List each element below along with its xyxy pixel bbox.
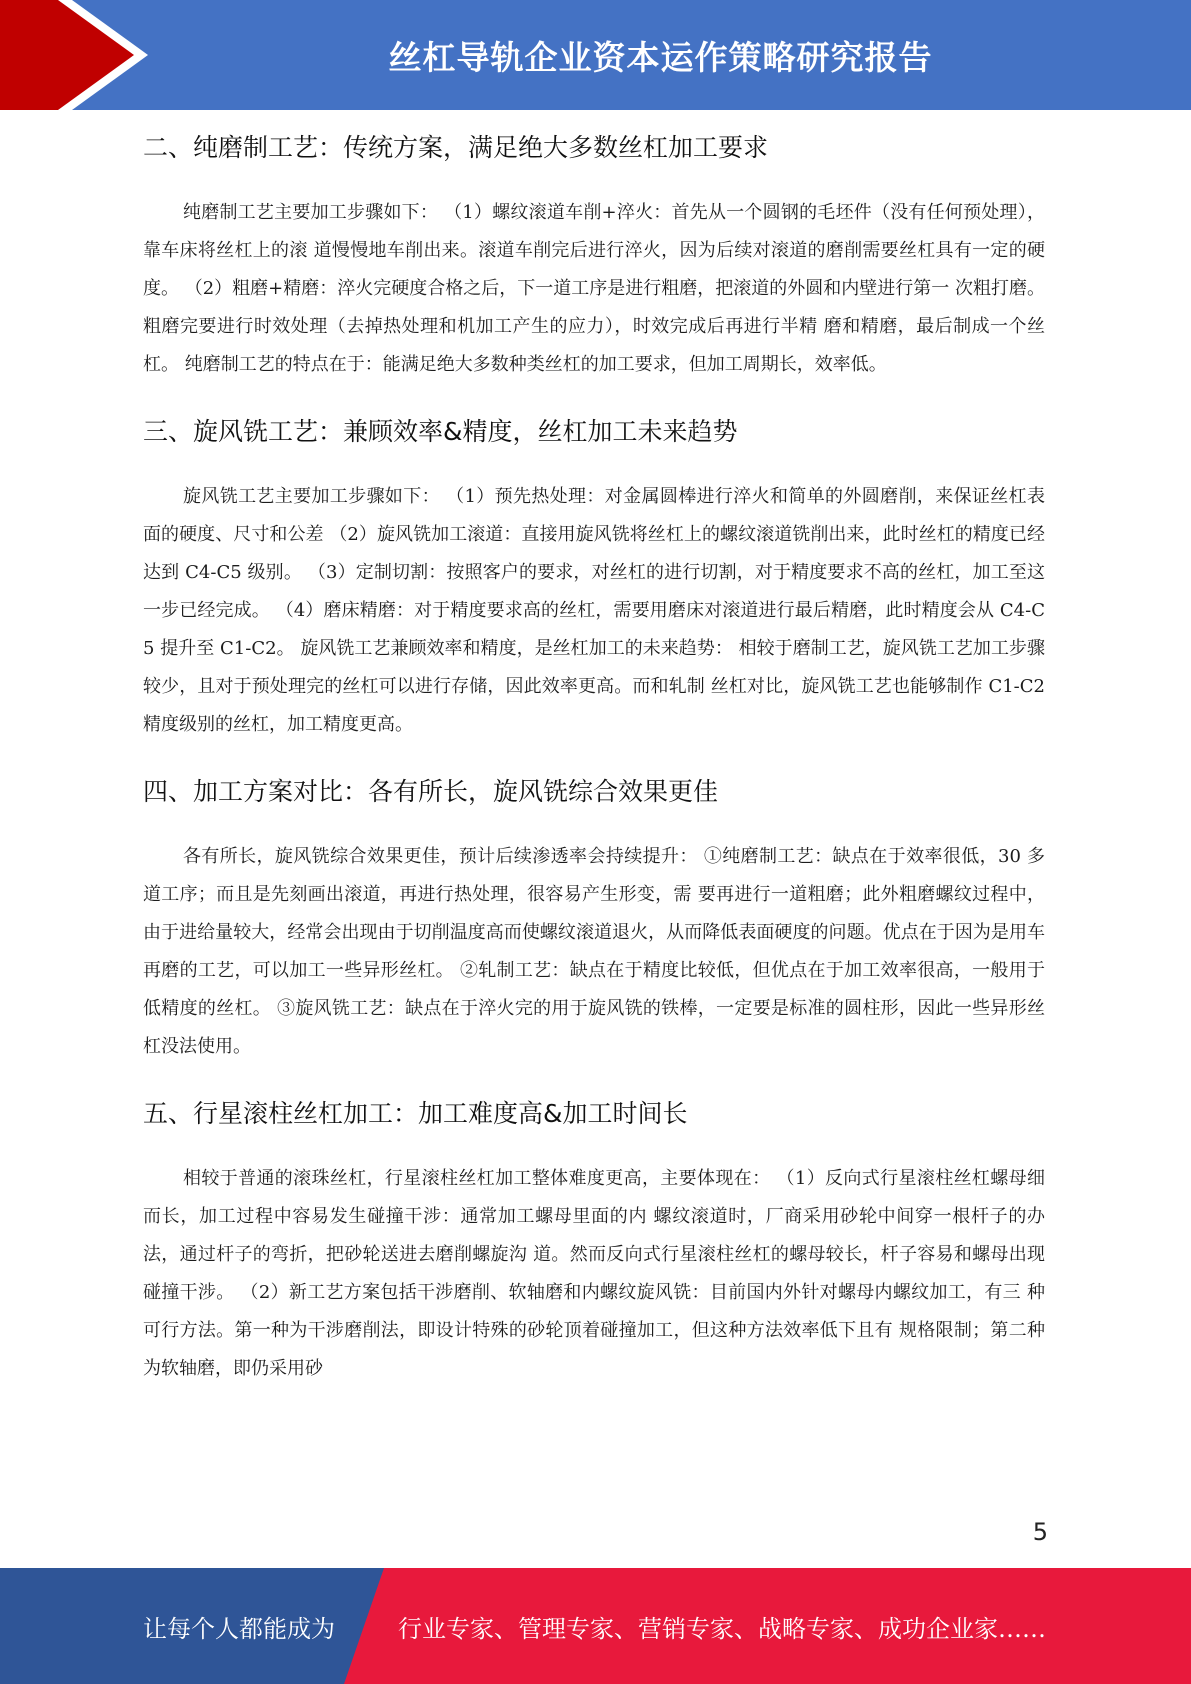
section-heading: 四、加工方案对比：各有所长，旋风铣综合效果更佳 <box>143 777 719 806</box>
section-paragraph: 相较于普通的滚珠丝杠，行星滚柱丝杠加工整体难度更高，主要体现在： （1）反向式行星滚柱丝杠螺母细而长，加工过程中容易发生碰撞干涉：通常加工螺母里面的内 螺纹滚道时，厂商采用砂轮中间穿一根杆子的办法，通过杆子的弯折，把砂轮送进去磨削螺旋沟 道。然而反向式行星滚柱丝杠的螺母较长，杆子容易和螺母出现碰撞干涉。 （2）新工艺方案包括干涉磨削、软轴磨和内螺纹旋风铣：目前国内外针对螺母内螺纹加工，有三 种可行方法。第一种为干涉磨削法，即设计特殊的砂轮顶着碰撞加工，但这种方法效率低下且有 规格限制；第二种为软轴磨，即仍采用砂 <box>143 1168 1045 1379</box>
page-number: 5 <box>1032 1518 1048 1546</box>
section-heading: 二、纯磨制工艺：传统方案，满足绝大多数丝杠加工要求 <box>143 133 769 162</box>
section-paragraph: 旋风铣工艺主要加工步骤如下： （1）预先热处理：对金属圆棒进行淬火和简单的外圆磨削，来保证丝杠表面的硬度、尺寸和公差 （2）旋风铣加工滚道：直接用旋风铣将丝杠上的螺纹滚道铣削出来，此时丝杠的精度已经达到 C4-C5 级别。 （3）定制切割：按照客户的要求，对丝杠的进行切割，对于精度要求不高的丝杠，加工至这一步已经完成。 （4）磨床精磨：对于精度要求高的丝杠，需要用磨床对滚道进行最后精磨，此时精度会从 C4-C5 提升至 C1-C2。 旋风铣工艺兼顾效率和精度，是丝杠加工的未来趋势： 相较于磨制工艺，旋风铣工艺加工步骤较少，且对于预处理完的丝杠可以进行存储，因此效率更高。而和轧制 丝杠对比，旋风铣工艺也能够制作 C1-C2 精度级别的丝杠，加工精度更高。 <box>143 486 1045 735</box>
report-title: 丝杠导轨企业资本运作策略研究报告 <box>388 37 933 77</box>
section-heading: 五、行星滚柱丝杠加工：加工难度高&加工时间长 <box>143 1099 688 1128</box>
footer-slogan-right: 行业专家、管理专家、营销专家、战略专家、成功企业家…… <box>398 1614 1046 1643</box>
section-paragraph: 纯磨制工艺主要加工步骤如下： （1）螺纹滚道车削+淬火：首先从一个圆钢的毛坯件（没有任何预处理），靠车床将丝杠上的滚 道慢慢地车削出来。滚道车削完后进行淬火，因为后续对滚道的磨削需要丝杠具有一定的硬度。 （2）粗磨+精磨：淬火完硬度合格之后，下一道工序是进行粗磨，把滚道的外圆和内壁进行第一 次粗打磨。粗磨完要进行时效处理（去掉热处理和机加工产生的应力），时效完成后再进行半精 磨和精磨，最后制成一个丝杠。 纯磨制工艺的特点在于：能满足绝大多数种类丝杠的加工要求，但加工周期长，效率低。 <box>143 202 1045 375</box>
footer-slogan-left: 让每个人都能成为 <box>143 1614 335 1643</box>
section-paragraph: 各有所长，旋风铣综合效果更佳，预计后续渗透率会持续提升： ①纯磨制工艺：缺点在于效率很低，30 多道工序；而且是先刻画出滚道，再进行热处理，很容易产生形变，需 要再进行一道粗磨；此外粗磨螺纹过程中，由于进给量较大，经常会出现由于切削温度高而使螺纹滚道退火，从而降低表面硬度的问题。优点在于因为是用车再磨的工艺，可以加工一些异形丝杠。 ②轧制工艺：缺点在于精度比较低，但优点在于加工效率很高，一般用于低精度的丝杠。 ③旋风铣工艺：缺点在于淬火完的用于旋风铣的铁棒，一定要是标准的圆柱形，因此一些异形丝杠没法使用。 <box>143 846 1045 1057</box>
document-body <box>143 128 1045 1416</box>
header-bar <box>0 0 1191 110</box>
header-arrow-icon <box>0 0 160 110</box>
section-heading: 三、旋风铣工艺：兼顾效率&精度，丝杠加工未来趋势 <box>143 417 738 446</box>
footer-banner <box>0 1568 1191 1684</box>
